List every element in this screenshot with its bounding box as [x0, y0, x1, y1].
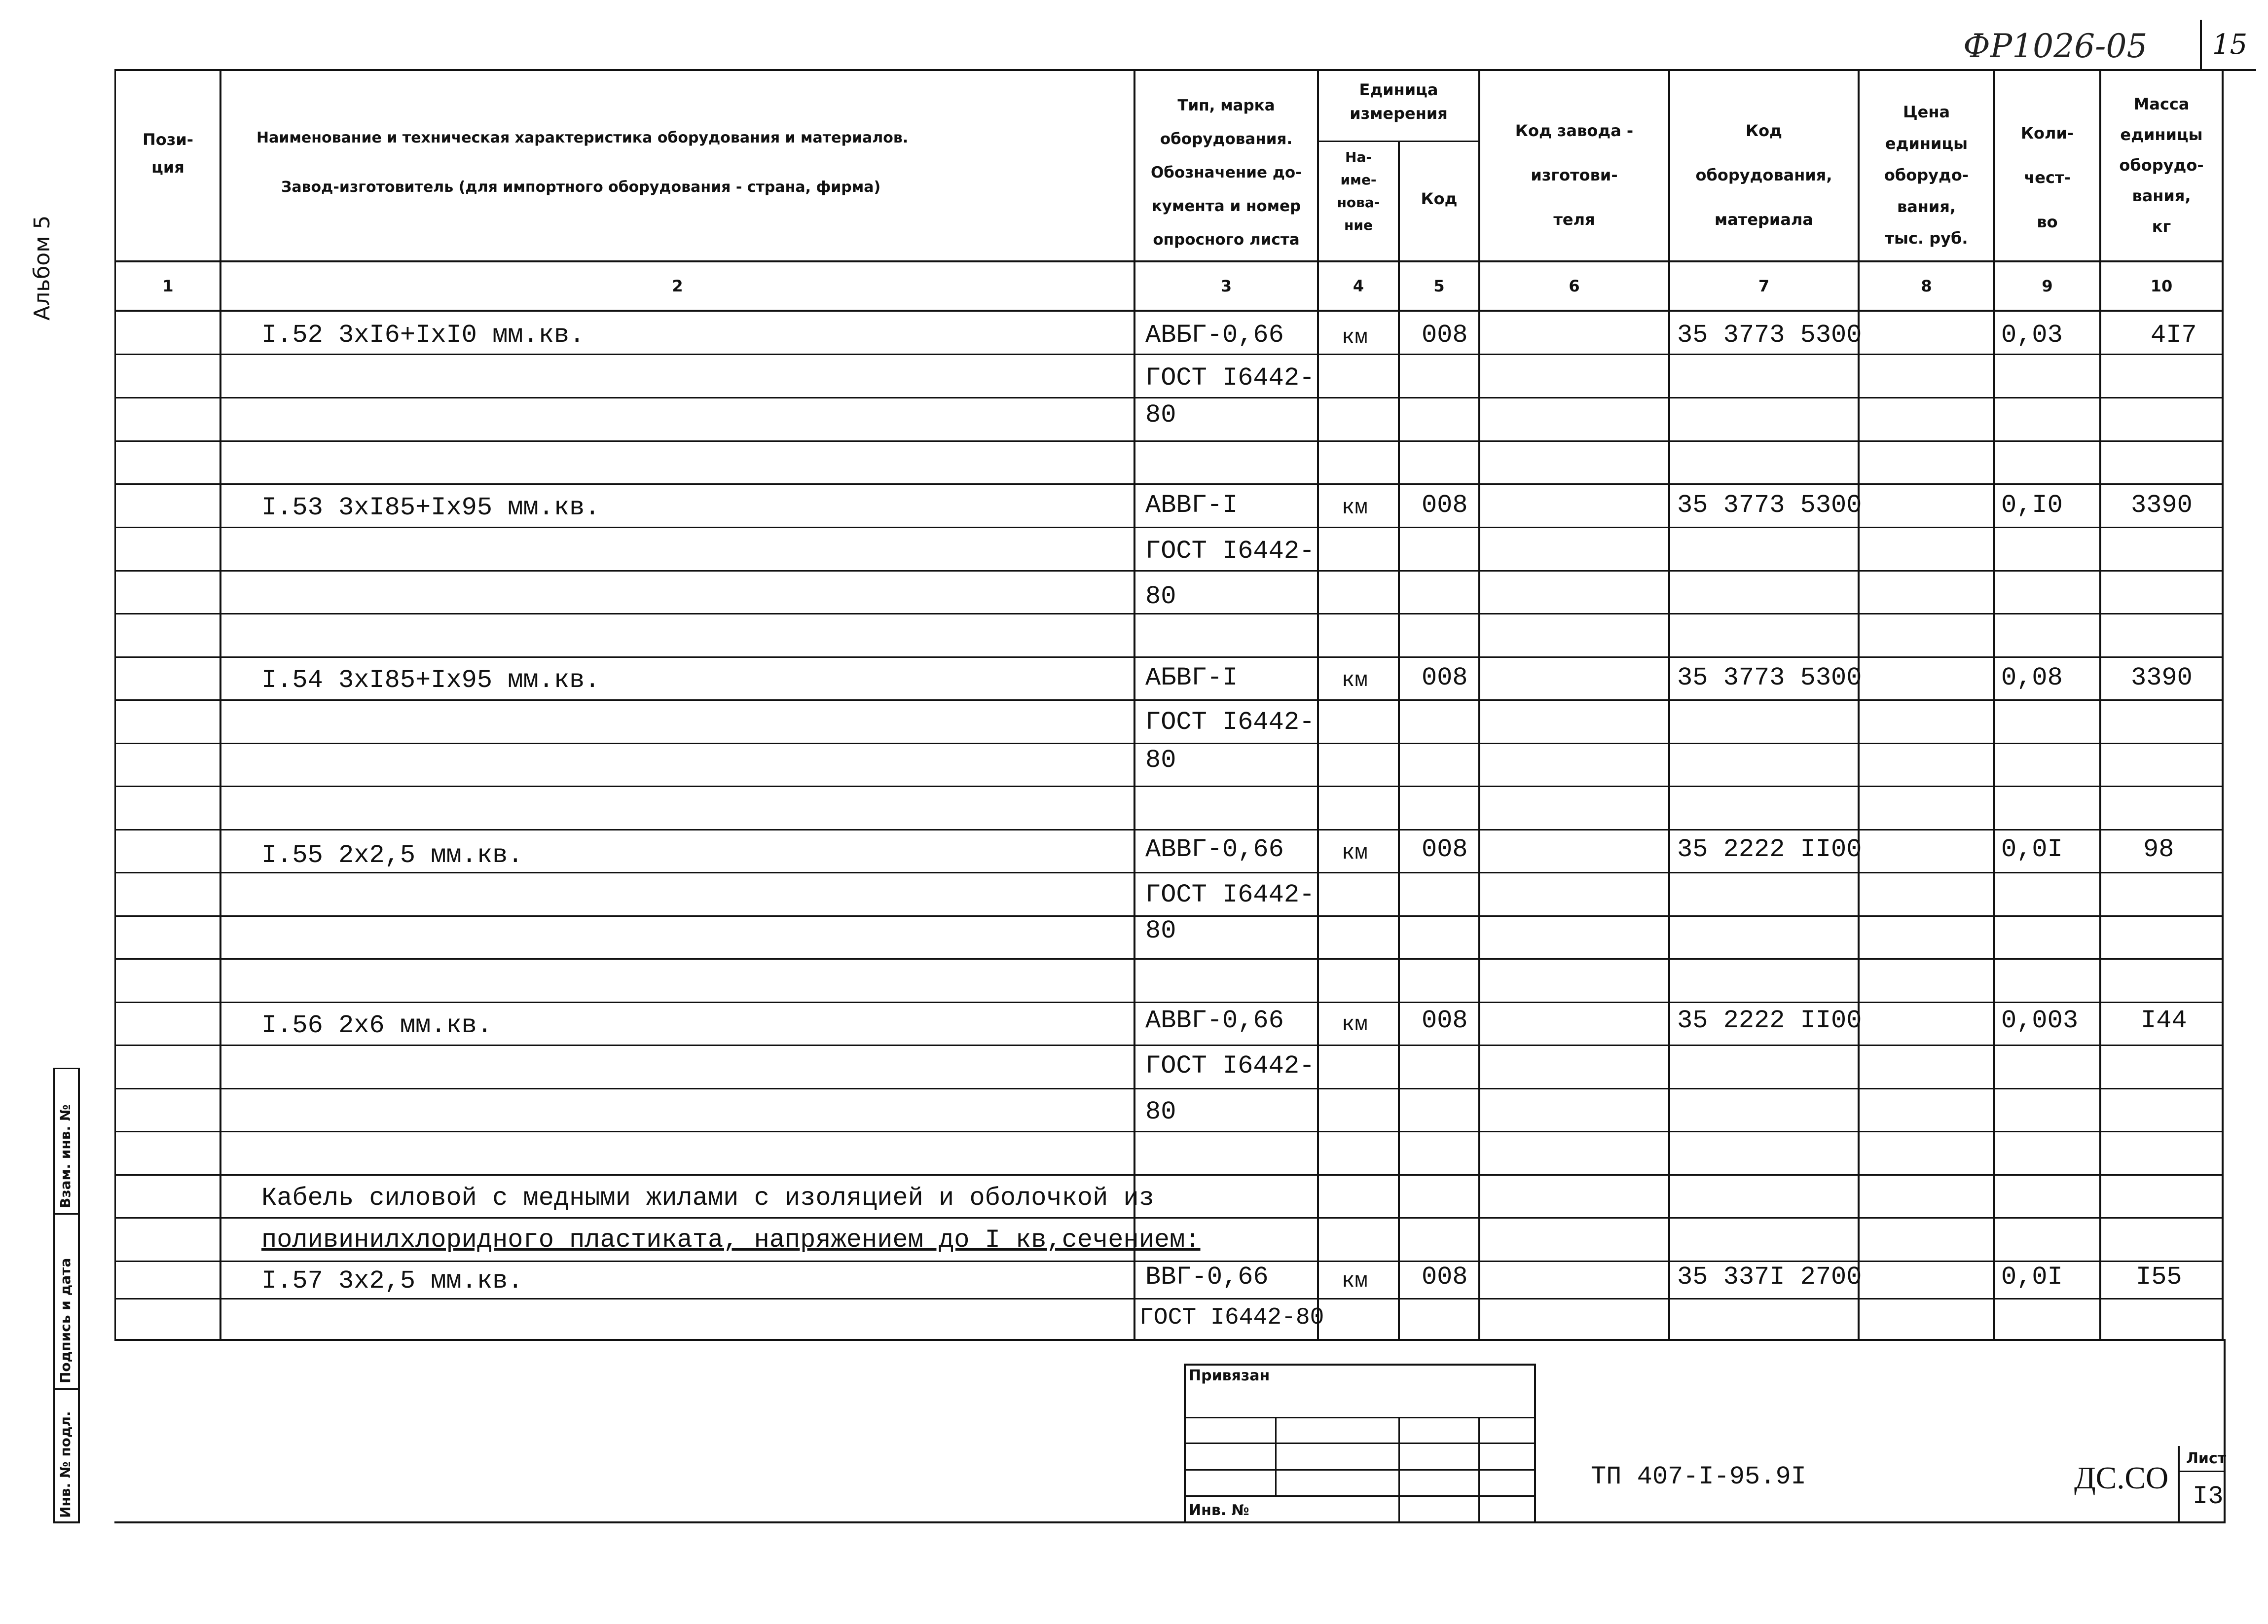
header-unit-code: Код [1421, 189, 1458, 208]
document-code: ФР1026-05 [1963, 27, 2148, 65]
project-code: ТП 407-I-95.9I [1591, 1462, 1806, 1491]
type-mark: АВВГ-I [1145, 491, 1238, 520]
material-code: 35 337I 2700 [1677, 1263, 1862, 1292]
unit-code: 008 [1422, 835, 1468, 864]
type-standard: ГОСТ I6442- [1145, 880, 1315, 909]
unit-mass: 98 [2143, 835, 2174, 864]
cable-description-line1: Кабель силовой с медными жилами с изоляцией и оболочкой из [261, 1184, 1154, 1213]
type-standard: ГОСТ I6442- [1145, 537, 1315, 566]
header-material-code: Код оборудования, материала [1695, 121, 1832, 229]
col-number: 2 [672, 277, 683, 295]
position-name: I.53 3xI85+Ix95 мм.кв. [261, 493, 600, 522]
unit-name: км [1342, 841, 1368, 866]
side-label-inv-orig: Инв. № подл. [57, 1411, 73, 1518]
position-name: I.52 3xI6+IxI0 мм.кв. [261, 321, 585, 350]
unit-mass: I55 [2136, 1263, 2182, 1292]
material-code: 35 3773 5300 [1677, 321, 1862, 350]
header-unit-mass: Масса единицы оборудо- вания, кг [2119, 95, 2204, 236]
side-label-signature-date: Подпись и дата [57, 1258, 73, 1383]
quantity: 0,0I [2001, 835, 2063, 864]
quantity: 0,0I [2001, 1263, 2063, 1292]
type-standard-year: 80 [1145, 582, 1176, 611]
unit-code: 008 [1422, 1263, 1468, 1292]
position-name: I.56 2x6 мм.кв. [261, 1011, 493, 1040]
unit-code: 008 [1422, 321, 1468, 350]
col-number: 4 [1353, 277, 1364, 295]
frame-bottom-line [114, 1521, 2224, 1523]
unit-name: км [1342, 496, 1368, 520]
frame-right-line [2224, 1339, 2226, 1523]
col-number: 6 [1569, 277, 1580, 295]
unit-code: 008 [1422, 663, 1468, 692]
album-label: Альбом 5 [30, 215, 55, 321]
type-mark: АВБГ-0,66 [1145, 321, 1284, 350]
type-mark: АБВГ-I [1145, 663, 1238, 692]
sheet-number: I3 [2193, 1482, 2224, 1511]
header-unit-group: Единица измерения [1350, 80, 1448, 123]
material-code: 35 3773 5300 [1677, 663, 1862, 692]
stamp-inv-label: Инв. № [1189, 1502, 1249, 1519]
header-unit-price: Цена единицы оборудо- вания, тыс. руб. [1884, 103, 1969, 248]
type-mark: ВВГ-0,66 [1145, 1263, 1269, 1292]
unit-name: км [1342, 668, 1368, 693]
unit-mass: I44 [2141, 1006, 2187, 1035]
type-standard-year: 80 [1145, 746, 1176, 775]
type-standard: ГОСТ I6442- [1145, 363, 1315, 393]
col-number: 7 [1758, 277, 1770, 295]
col-number: 9 [2042, 277, 2053, 295]
unit-mass: 3390 [2131, 491, 2193, 520]
header-name: Наименование и техническая характеристика оборудования и материалов. Завод-изготовитель (для импортного оборудования - страна, фирма) [256, 129, 909, 196]
unit-name: км [1342, 1012, 1368, 1037]
material-code: 35 2222 II00 [1677, 835, 1862, 864]
col-number: 10 [2150, 277, 2173, 295]
col-number: 8 [1921, 277, 1932, 295]
type-standard: ГОСТ I6442-80 [1139, 1304, 1324, 1331]
position-name: I.57 3x2,5 мм.кв. [261, 1266, 523, 1296]
type-standard-year: 80 [1145, 400, 1176, 430]
header-position: Пози- ция [142, 130, 194, 177]
col-number: 3 [1220, 277, 1232, 295]
page-corner-number: 15 [2212, 29, 2248, 61]
material-code: 35 3773 5300 [1677, 491, 1862, 520]
type-mark: АВВГ-0,66 [1145, 1006, 1284, 1035]
type-standard-year: 80 [1145, 916, 1176, 945]
sheet-label: Лист [2186, 1450, 2227, 1467]
type-standard: ГОСТ I6442- [1145, 708, 1315, 737]
type-mark: АВВГ-0,66 [1145, 835, 1284, 864]
col-number: 1 [162, 277, 174, 295]
quantity: 0,I0 [2001, 491, 2063, 520]
header-unit-name: На- име- нова- ние [1337, 149, 1380, 233]
type-standard-year: 80 [1145, 1097, 1176, 1126]
unit-mass: 4I7 [2151, 321, 2197, 350]
quantity: 0,08 [2001, 663, 2063, 692]
unit-name: км [1342, 1269, 1368, 1294]
unit-code: 008 [1422, 1006, 1468, 1035]
quantity: 0,003 [2001, 1006, 2079, 1035]
unit-code: 008 [1422, 491, 1468, 520]
col-number: 5 [1433, 277, 1445, 295]
sheet-code: ДС.СО [2074, 1460, 2169, 1495]
material-code: 35 2222 II00 [1677, 1006, 1862, 1035]
header-quantity: Коли- чест- во [2020, 124, 2074, 231]
quantity: 0,03 [2001, 321, 2063, 350]
header-type: Тип, марка оборудования. Обозначение до- кумента и номер опросного листа [1150, 97, 1302, 249]
cable-description-line2: поливинилхлоридного пластиката, напряжением до I кв,сечением: [261, 1226, 1201, 1255]
header-manufacturer-code: Код завода - изготови- теля [1515, 121, 1634, 229]
stamp-bound-label: Привязан [1189, 1367, 1270, 1384]
unit-mass: 3390 [2131, 663, 2193, 692]
unit-name: км [1342, 325, 1368, 350]
position-name: I.54 3xI85+Ix95 мм.кв. [261, 666, 600, 695]
position-name: I.55 2x2,5 мм.кв. [261, 841, 523, 870]
side-label-replaced-inv: Взам. инв. № [57, 1104, 73, 1208]
type-standard: ГОСТ I6442- [1145, 1051, 1315, 1081]
